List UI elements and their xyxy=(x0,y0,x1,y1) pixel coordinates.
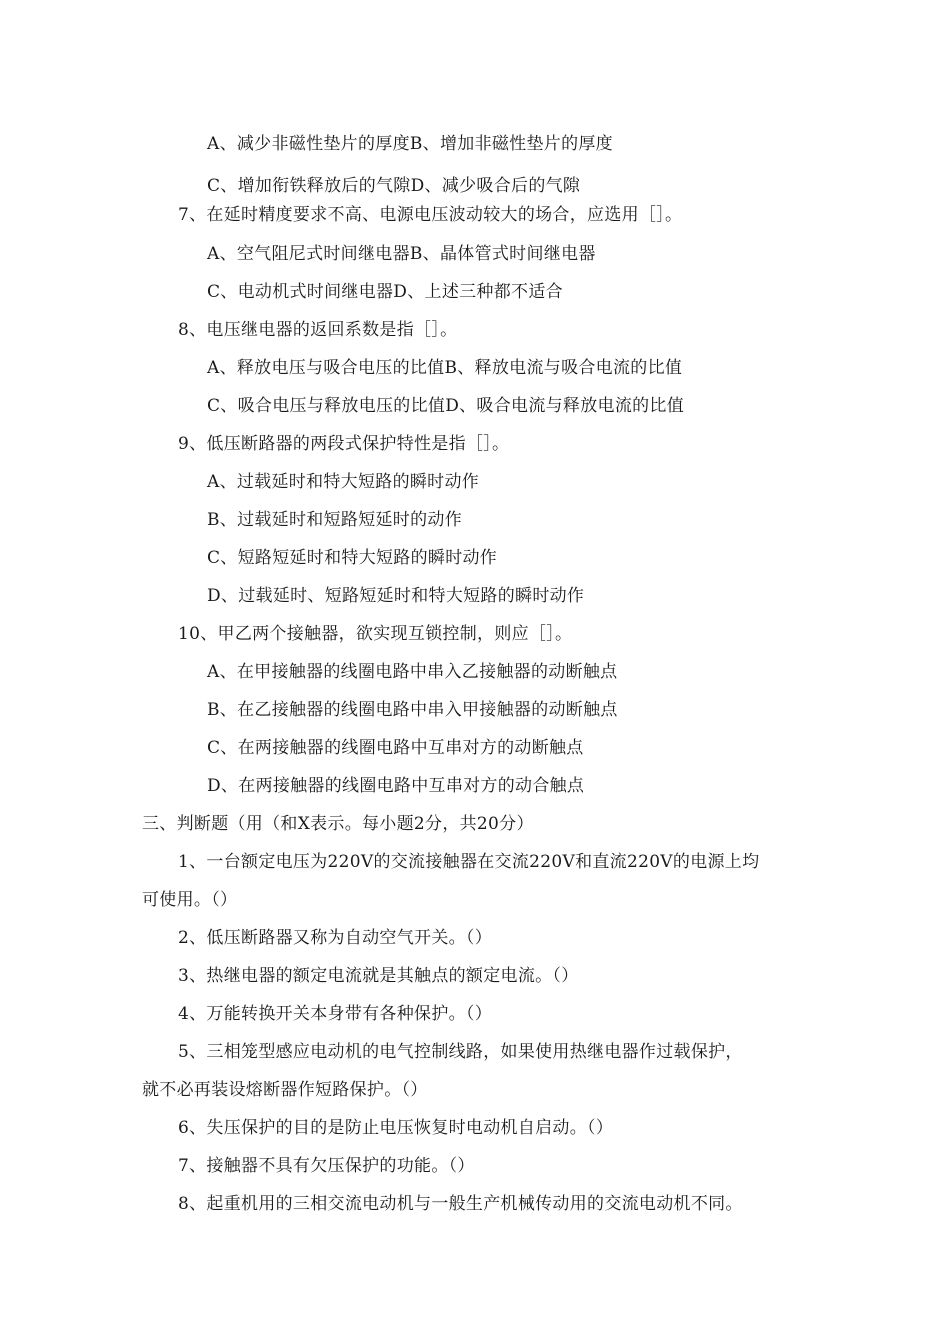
question-line: 4、万能转换开关本身带有各种保护。（） xyxy=(178,1004,493,1024)
question-line: 2、低压断路器又称为自动空气开关。（） xyxy=(178,928,493,948)
option-line: C、增加衔铁释放后的气隙D、减少吸合后的气隙 xyxy=(207,176,581,196)
option-line: A、过载延时和特大短路的瞬时动作 xyxy=(207,472,480,492)
option-line: C、吸合电压与释放电压的比值D、吸合电流与释放电流的比值 xyxy=(207,396,685,416)
question-line: 1、一台额定电压为220V的交流接触器在交流220V和直流220V的电源上均 xyxy=(178,852,760,872)
section-heading: 三、判断题（用（和X表示。每小题2分，共20分） xyxy=(142,814,534,834)
option-line: D、在两接触器的线圈电路中互串对方的动合触点 xyxy=(207,776,585,796)
option-line: A、空气阻尼式时间继电器B、晶体管式时间继电器 xyxy=(207,244,596,264)
question-line: 7、在延时精度要求不高、电源电压波动较大的场合，应选用［］。 xyxy=(178,205,683,225)
question-line: 3、热继电器的额定电流就是其触点的额定电流。（） xyxy=(178,966,579,986)
option-line: C、在两接触器的线圈电路中互串对方的动断触点 xyxy=(207,738,584,758)
option-line: A、在甲接触器的线圈电路中串入乙接触器的动断触点 xyxy=(207,662,618,682)
question-line: 9、低压断路器的两段式保护特性是指［］。 xyxy=(178,434,510,454)
question-continuation: 就不必再装设熔断器作短路保护。（） xyxy=(142,1080,428,1100)
option-line: A、减少非磁性垫片的厚度B、增加非磁性垫片的厚度 xyxy=(207,134,613,154)
question-line: 7、接触器不具有欠压保护的功能。（） xyxy=(178,1156,475,1176)
question-line: 10、甲乙两个接触器，欲实现互锁控制，则应［］。 xyxy=(178,624,573,644)
question-continuation: 可使用。（） xyxy=(142,890,238,910)
option-line: B、在乙接触器的线圈电路中串入甲接触器的动断触点 xyxy=(207,700,618,720)
option-line: C、短路短延时和特大短路的瞬时动作 xyxy=(207,548,498,568)
option-line: A、释放电压与吸合电压的比值B、释放电流与吸合电流的比值 xyxy=(207,358,683,378)
question-line: 5、三相笼型感应电动机的电气控制线路，如果使用热继电器作过载保护， xyxy=(178,1042,743,1062)
option-line: B、过载延时和短路短延时的动作 xyxy=(207,510,462,530)
option-line: C、电动机式时间继电器D、上述三种都不适合 xyxy=(207,282,563,302)
question-line: 6、失压保护的目的是防止电压恢复时电动机自启动。（） xyxy=(178,1118,614,1138)
option-line: D、过载延时、短路短延时和特大短路的瞬时动作 xyxy=(207,586,585,606)
question-line: 8、起重机用的三相交流电动机与一般生产机械传动用的交流电动机不同。 xyxy=(178,1194,743,1214)
question-line: 8、电压继电器的返回系数是指［］。 xyxy=(178,320,458,340)
